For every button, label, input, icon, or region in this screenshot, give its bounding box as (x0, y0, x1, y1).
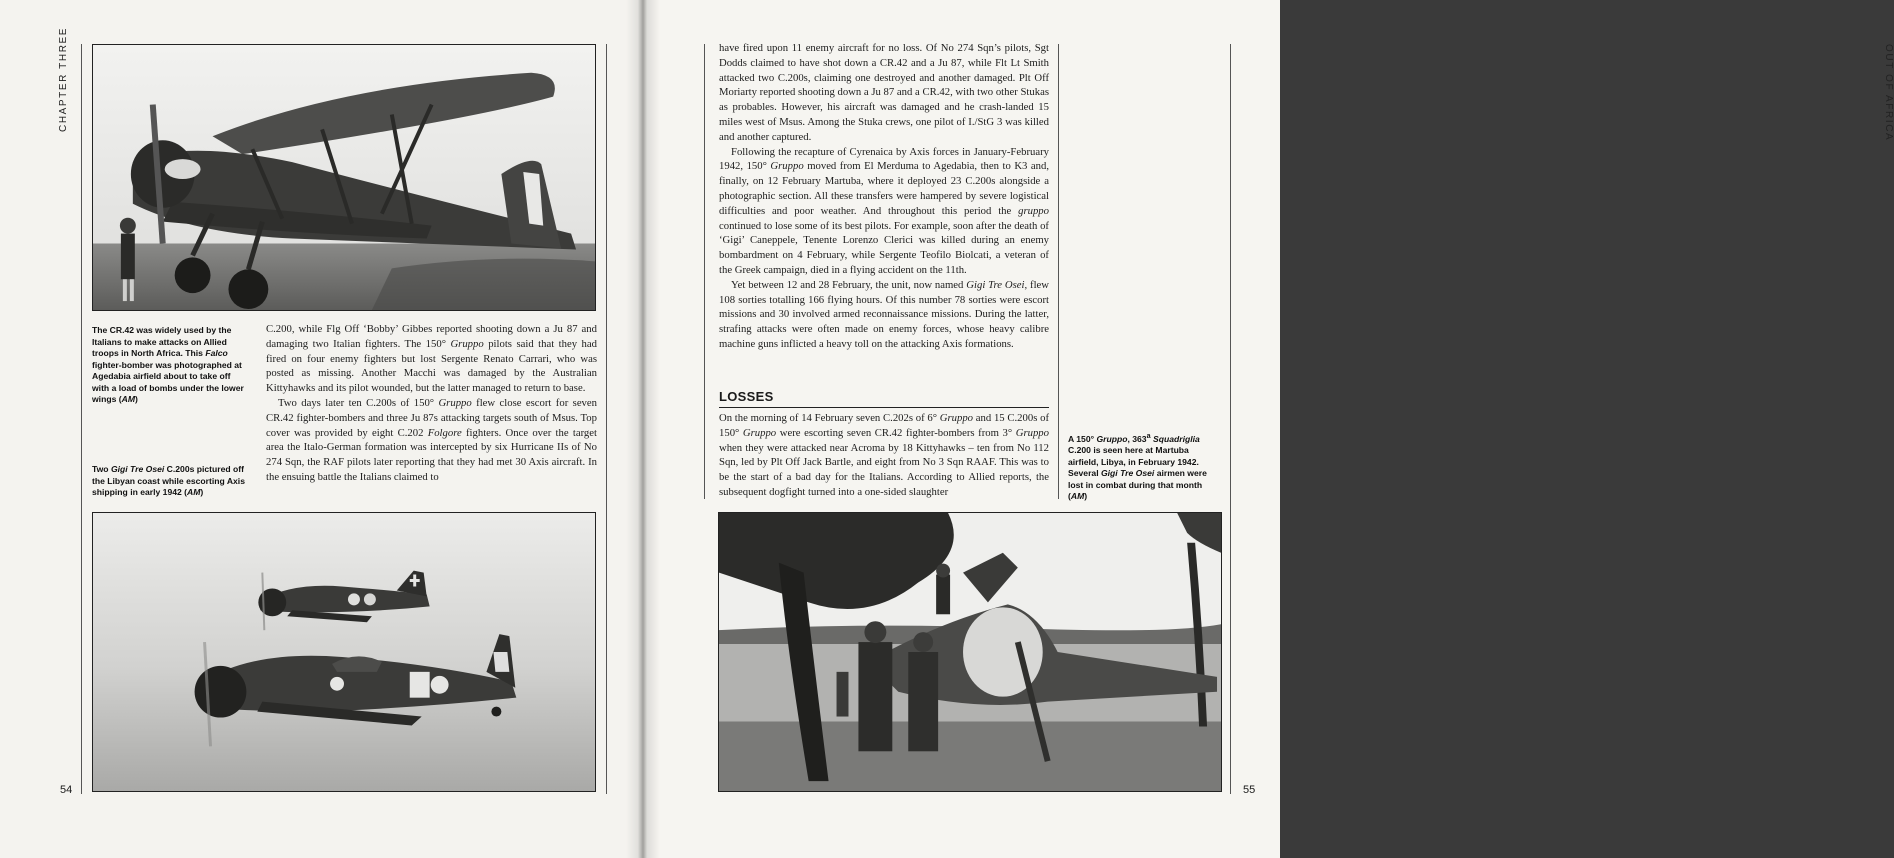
caption-c200-text-3: ) (200, 487, 204, 497)
caption-c200-unit: Gigi Tre Osei (110, 464, 165, 474)
text-run-italic: Gruppo (770, 160, 804, 173)
text-run: moved from El Merduma to Agedabia, then to K3 and, finally, on 12 February Martuba, where it deployed 23 C.200s alongside a photographic section. All these transfers were hampered by severe logistical difficulties and poor weather. And throughout this period the (719, 160, 1050, 217)
text-run: , flew 108 sorties totalling 166 flying hours. Of this number 78 sorties were escort missions and 30 involved armed reconnaissance missions. During the latter, strafing attacks were often made on enemy forces, whose heavy calibre machine guns inflicted a heavy toll on the attacking Axis formations. (719, 278, 1050, 350)
caption-cr42-text-2: fighter-bomber was photographed at Agedabia airfield about to take off with a load of bombs under the lower wings ( (92, 359, 244, 404)
text-run: Following the recapture of Cyrenaica by Axis forces in January-February 1942, 150° (719, 145, 1049, 173)
photo-c200-formation-image (93, 513, 595, 791)
caption-c200-text-2: C.200s pictured off the Libyan coast while escorting Axis shipping in early 1942 ( (92, 464, 245, 497)
text-run-italic: Folgore (427, 426, 462, 439)
book-gutter-shadow (626, 0, 660, 858)
caption-cr42 (92, 325, 250, 406)
photo-cr42-biplane (92, 44, 596, 311)
text-run-italic: gruppo (1018, 204, 1049, 217)
text-run: fighters. Once over the target area the Italo-German formation was intercepted by six Hurricane IIs of No 274 Sqn, the RAF pilots later reporting that they had met 30 Axis aircraft. In the ensuing battle the Italians claimed to (266, 426, 597, 483)
text-run-italic: Gruppo (1015, 426, 1049, 439)
caption-cr42-falco: Falco (205, 348, 228, 358)
text-run: Yet between 12 and 28 February, the unit, now named (731, 278, 967, 291)
text-run: C.200, while Flg Off ‘Bobby’ Gibbes reported shooting down a Ju 87 and damaging two Italian fighters. The 150° (266, 323, 597, 350)
left-page (0, 0, 640, 858)
caption-c200-text-1: Two (92, 464, 111, 474)
paragraph-right-3 (719, 278, 1049, 352)
text-run: have fired upon 11 enemy aircraft for no loss. Of No 274 Sqn’s pilots, Sgt Dodds claimed to have shot down a CR.42 and a Ju 87, while Flt Lt Smith attacked two C.200s, claiming one destroyed and another damaged. Plt Off Moriarty reported shooting down a Ju 87 and a CR.42, with two other Stukas as probables. However, his aircraft was damaged and he crash-landed 15 miles west of Msus. Among the Stuka crews, one pilot of I./StG 3 was killed and another captured. (719, 42, 1049, 143)
text-run-italic: Gruppo (939, 412, 974, 424)
caption-martuba-text: C.200 is seen here at Martuba airfield, Libya, in February 1942. Several (1068, 445, 1199, 479)
left-margin-rule (81, 44, 82, 794)
caption-cr42-credit: AM (121, 394, 135, 404)
paragraph-right-4 (719, 411, 1049, 500)
caption-martuba-italic: Gigi Tre Osei (1100, 468, 1155, 479)
photo-martuba-c200 (718, 512, 1222, 792)
text-run: when they were attacked near Acroma by 18 Kittyhawks – ten from No 112 Sqn, led by Plt Off Jack Bartle, and eight from No 3 Sqn RAAF. This was to be the start of a bad day for the Italians. According to Allied reports, the subsequent dogfight turned into a one-sided slaughter (719, 441, 1049, 498)
caption-martuba-superscript: a (1146, 432, 1151, 440)
paragraph-left-2 (266, 396, 597, 485)
caption-martuba-text: airmen were lost in combat during that month ( (1068, 468, 1207, 502)
section-heading-losses: LOSSES (719, 389, 774, 404)
body-text-left (266, 322, 597, 485)
caption-martuba-text: A 150° (1068, 433, 1097, 444)
caption-martuba-credit: AM (1070, 491, 1085, 502)
text-run: and 15 C.200s of 150° (719, 412, 1050, 439)
right-margin-rule (1230, 44, 1231, 794)
caption-martuba-italic: Squadriglia (1152, 433, 1200, 444)
caption-martuba (1068, 431, 1214, 503)
running-head-right: OUT OF AFRICA (1883, 44, 1894, 142)
caption-c200-pair (92, 464, 250, 499)
paragraph-right-1 (719, 41, 1049, 145)
caption-martuba-italic: Gruppo (1096, 433, 1128, 444)
body-text-losses (719, 411, 1049, 500)
text-run: pilots said that they had fired on four enemy fighters but lost Sergente Renato Carrari, who was posted as missing. Another Macchi was damaged by the Australian Kittyhawks and its pilot wounded, but the latter managed to return to base. (266, 337, 597, 395)
caption-martuba-text: ) (1084, 491, 1088, 502)
text-run-italic: Gruppo (438, 396, 472, 409)
section-heading-rule (719, 407, 1049, 408)
page-number-right: 55 (1243, 784, 1256, 796)
text-run-italic: Gruppo (742, 426, 777, 439)
text-run: continued to lose some of its best pilots. For example, soon after the death of ‘Gigi’ Caneppele, Tenente Lorenzo Clerici was killed during an enemy bombardment on 4 February, while Sergente Teofilo Biolcati, a veteran of the Greek campaign, died in a flying accident on the 11th. (719, 219, 1049, 276)
text-run: Two days later ten C.200s of 150° (278, 396, 439, 409)
right-text-rule (1058, 44, 1059, 499)
right-inner-rule (704, 44, 705, 499)
running-head-left: CHAPTER THREE (58, 26, 69, 132)
caption-c200-credit: AM (187, 487, 201, 497)
photo-c200-formation (92, 512, 596, 792)
caption-martuba-text: , 363 (1127, 433, 1147, 444)
paragraph-right-2 (719, 145, 1049, 278)
text-run-italic: Gruppo (450, 337, 484, 350)
text-run-italic: Gigi Tre Osei (966, 278, 1025, 291)
caption-cr42-text-3: ) (134, 394, 138, 404)
text-run: flew close escort for seven CR.42 fighter-bombers and three Ju 87s attacking targets south of Msus. Top cover was provided by eight C.202 (266, 396, 597, 439)
caption-cr42-text-1: The CR.42 was widely used by the Italians to make attacks on Allied troops in North Africa. This (92, 325, 232, 358)
body-text-right (719, 41, 1049, 352)
left-outer-rule (606, 44, 607, 794)
text-run: On the morning of 14 February seven C.202s of 6° (719, 412, 940, 424)
photo-martuba-image (719, 513, 1221, 791)
photo-cr42-image (93, 45, 595, 310)
right-page (640, 0, 1894, 858)
page-number-left: 54 (60, 784, 73, 796)
text-run: were escorting seven CR.42 fighter-bombers from 3° (776, 426, 1016, 439)
paragraph-left-1 (266, 322, 597, 396)
